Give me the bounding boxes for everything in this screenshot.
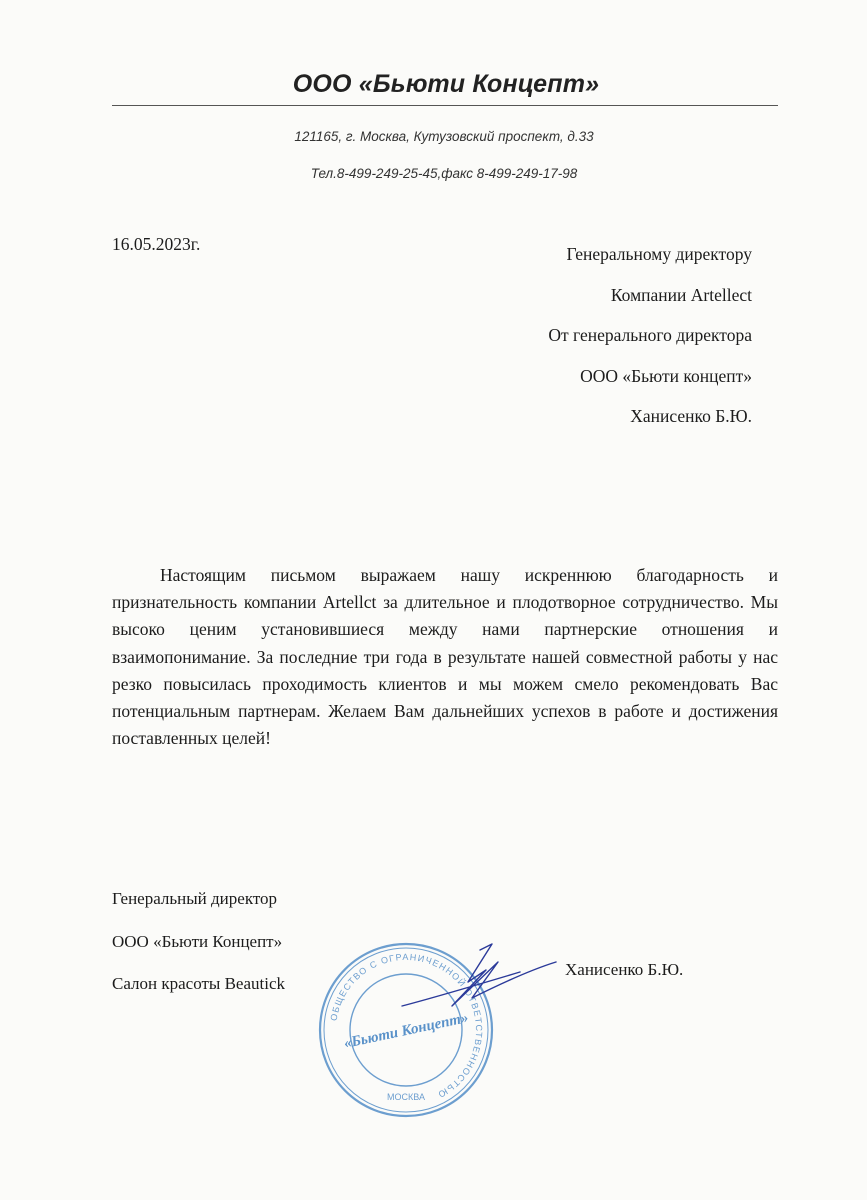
signature-block xyxy=(112,878,285,1006)
header-divider xyxy=(112,105,778,106)
company-name: ООО «Бьюти Концепт» xyxy=(292,70,600,98)
signer-title: Генеральный директор xyxy=(112,889,278,908)
addressee-line: От генерального директора xyxy=(548,325,752,345)
addressee-block xyxy=(548,234,752,437)
signer-name: Ханисенко Б.Ю. xyxy=(565,960,684,979)
handwritten-signature xyxy=(380,940,560,1020)
addressee-line: Генеральному директору xyxy=(566,244,752,264)
signer-company: ООО «Бьюти Концепт» xyxy=(112,931,283,951)
addressee-line: ООО «Бьюти концепт» xyxy=(580,365,752,386)
svg-text:МОСКВА: МОСКВА xyxy=(387,1092,425,1102)
signer-salon: Салон красоты Beautick xyxy=(112,974,286,993)
svg-text:«Бьюти Концепт»: «Бьюти Концепт» xyxy=(342,1009,470,1052)
company-phones: Тел.8-499-249-25-45,факс 8-499-249-17-98 xyxy=(310,166,578,181)
letter-body: Настоящим письмом выражаем нашу искреннюю благодарность и признательность компании Artellct за длительное и плодотворное сотрудничество. Мы высоко ценим установившиеся между нами партнерские отношения и взаимопонимание. За последние три года в результате нашей совместной работы у нас резко повысилась проходимость клиентов и мы можем смело рекомендовать Вас потенциальным партнерам. Желаем Вам дальнейших успехов в работе и достижения поставленных целей! xyxy=(112,565,778,749)
svg-text:ОБЩЕСТВО С ОГРАНИЧЕННОЙ ОТВЕТС: ОБЩЕСТВО С ОГРАНИЧЕННОЙ ОТВЕТСТВЕННОСТЬЮ xyxy=(328,951,485,1101)
addressee-line: Компании Artellect xyxy=(610,284,752,305)
letter-date: 16.05.2023г. xyxy=(112,234,201,254)
addressee-line: Ханисенко Б.Ю. xyxy=(630,406,752,426)
company-address: 121165, г. Москва, Кутузовский проспект, д.33 xyxy=(294,129,594,144)
